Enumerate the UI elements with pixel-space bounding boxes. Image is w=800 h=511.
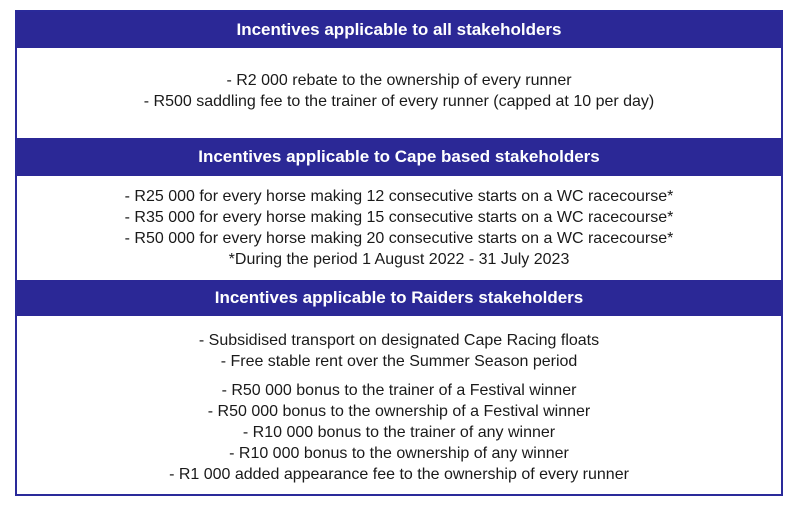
incentive-footnote: *During the period 1 August 2022 - 31 July 2023 [228, 251, 570, 268]
incentive-item: - R50 000 bonus to the ownership of a Festival winner [207, 403, 591, 420]
incentive-item: - R1 000 added appearance fee to the ownership of every runner [169, 466, 629, 483]
section-header-cape-stakeholders: Incentives applicable to Cape based stakeholders [17, 138, 781, 176]
incentive-item: - R10 000 bonus to the trainer of any winner [242, 424, 556, 441]
incentive-item: - R500 saddling fee to the trainer of every runner (capped at 10 per day) [143, 93, 655, 110]
incentive-item: - Subsidised transport on designated Cape Racing floats [198, 332, 600, 349]
incentive-item: - Free stable rent over the Summer Season period [220, 353, 578, 370]
section-body-cape-stakeholders [17, 186, 781, 270]
section-header-raiders-stakeholders: Incentives applicable to Raiders stakeholders [17, 280, 781, 316]
incentive-item: - R50 000 bonus to the trainer of a Festival winner [221, 382, 577, 399]
incentive-item: - R10 000 bonus to the ownership of any winner [229, 445, 569, 462]
section-body-raiders-group-a [17, 330, 781, 372]
incentive-item: - R35 000 for every horse making 15 consecutive starts on a WC racecourse* [124, 209, 674, 226]
section-body-raiders-group-b [17, 380, 781, 485]
incentive-item: - R25 000 for every horse making 12 consecutive starts on a WC racecourse* [124, 188, 674, 205]
incentive-item: - R2 000 rebate to the ownership of every runner [226, 72, 572, 89]
incentives-table [15, 10, 783, 496]
section-header-all-stakeholders: Incentives applicable to all stakeholders [17, 12, 781, 48]
incentive-item: - R50 000 for every horse making 20 consecutive starts on a WC racecourse* [124, 230, 674, 247]
section-body-all-stakeholders [17, 70, 781, 112]
